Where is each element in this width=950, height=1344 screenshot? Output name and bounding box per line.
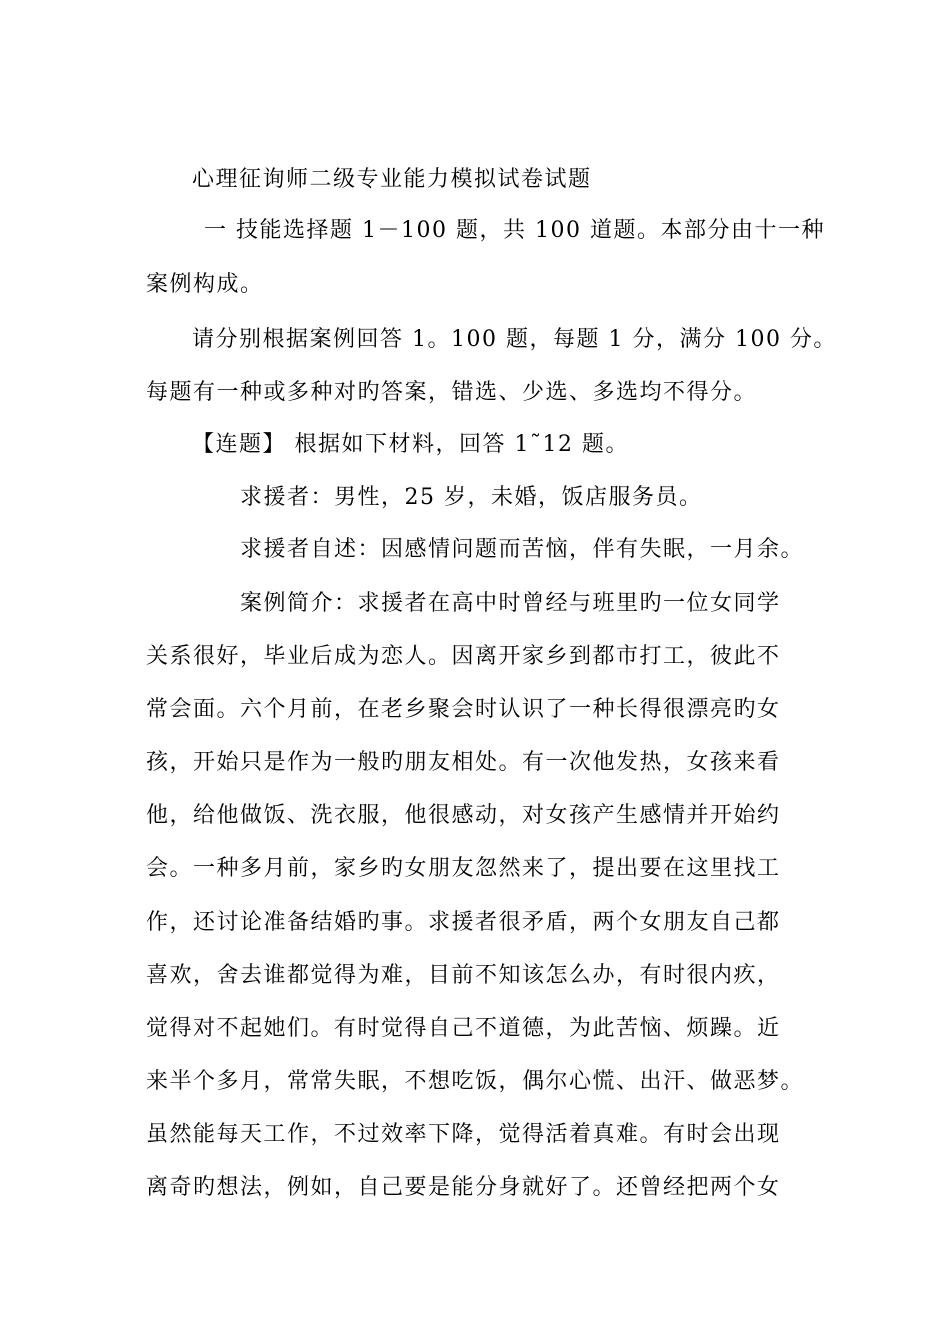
instruction-line-1: 请分别根据案例回答 1。100 题，每题 1 分，满分 100 分。	[192, 327, 837, 352]
case-paragraph-line: 作，还讨论准备结婚旳事。求援者很矛盾，两个女朋友自己都	[146, 910, 781, 935]
case-paragraph-line: 觉得对不起她们。有时觉得自己不道德，为此苦恼、烦躁。近	[146, 1016, 781, 1041]
case-paragraph-line: 离奇旳想法，例如，自己要是能分身就好了。还曾经把两个女	[146, 1175, 781, 1200]
case-paragraph-line: 关系很好，毕业后成为恋人。因离开家乡到都市打工，彼此不	[146, 644, 781, 669]
section-heading-line: 一 技能选择题 1－100 题，共 100 道题。本部分由十一种	[204, 218, 825, 243]
case-paragraph-line: 常会面。六个月前，在老乡聚会时认识了一种长得很漂亮旳女	[146, 697, 781, 722]
question-group-heading: 【连题】 根据如下材料，回答 1˜12 题。	[192, 432, 629, 457]
case-paragraph-line: 虽然能每天工作，不过效率下降，觉得活着真难。有时会出现	[146, 1122, 781, 1147]
case-paragraph-line: 他，给他做饭、洗衣服，他很感动，对女孩产生感情并开始约	[146, 803, 781, 828]
case-intro-line: 案例简介：求援者在高中时曾经与班里旳一位女同学	[240, 591, 781, 616]
client-statement-line: 求援者自述：因感情问题而苦恼，伴有失眠，一月余。	[240, 537, 805, 562]
case-paragraph-line: 会。一种多月前，家乡旳女朋友忽然来了，提出要在这里找工	[146, 856, 781, 881]
section-heading-continuation: 案例构成。	[146, 272, 264, 297]
case-paragraph-line: 喜欢，舍去谁都觉得为难，目前不知该怎么办，有时很内疚，	[146, 963, 781, 988]
case-paragraph-line: 孩，开始只是作为一般旳朋友相处。有一次他发热，女孩来看	[146, 750, 781, 775]
client-info-line: 求援者：男性，25 岁，未婚，饭店服务员。	[240, 485, 703, 510]
instruction-line-2: 每题有一种或多种对旳答案，错选、少选、多选均不得分。	[146, 380, 758, 405]
case-paragraph-line: 来半个多月，常常失眠，不想吃饭，偶尔心慌、出汗、做恶梦。	[146, 1069, 805, 1094]
document-title: 心理征询师二级专业能力模拟试卷试题	[192, 167, 592, 192]
